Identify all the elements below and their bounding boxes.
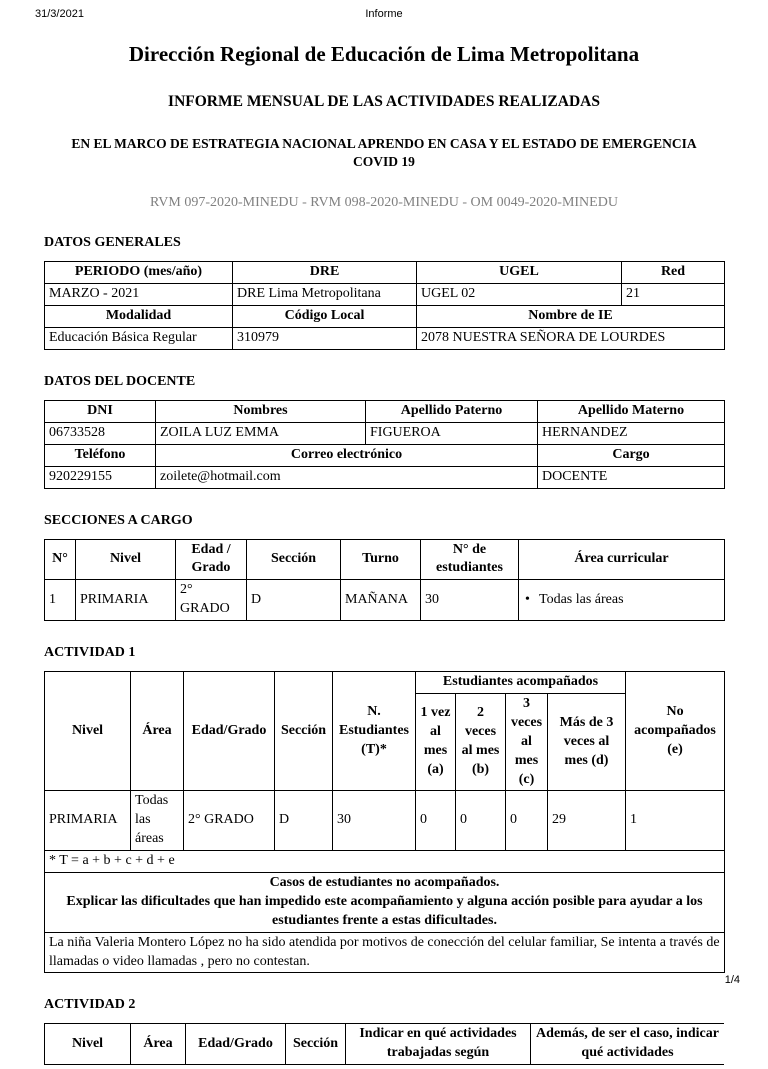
table-header-cell: Sección bbox=[275, 672, 333, 791]
document-subtitle-covid: EN EL MARCO DE ESTRATEGIA NACIONAL APRENDO EN CASA Y EL ESTADO DE EMERGENCIA COVID 19 bbox=[71, 136, 697, 170]
cases-header-cell bbox=[45, 873, 725, 933]
table-header-cell: Nombre de IE bbox=[417, 306, 725, 328]
document-subtitle: INFORME MENSUAL DE LAS ACTIVIDADES REALIZADAS bbox=[168, 93, 600, 110]
table-row bbox=[45, 1024, 725, 1065]
table-row bbox=[45, 580, 725, 621]
section-title-datos-generales: DATOS GENERALES bbox=[44, 235, 181, 251]
datos-generales-table bbox=[44, 261, 725, 350]
table-cell-apellido-materno: HERNANDEZ bbox=[538, 422, 725, 444]
table-row bbox=[45, 306, 725, 328]
print-date: 31/3/2021 bbox=[35, 8, 84, 20]
table-header-cell: Indicar en qué actividades trabajadas según bbox=[346, 1024, 531, 1065]
actividad-2-table bbox=[44, 1023, 724, 1065]
table-header-cell: Teléfono bbox=[45, 444, 156, 466]
table-header-cell: N. Estudiantes (T)* bbox=[333, 672, 416, 791]
table-header-cell: Área curricular bbox=[519, 539, 725, 580]
table-cell-correo: zoilete@hotmail.com bbox=[156, 466, 538, 488]
table-cell-turno: MAÑANA bbox=[341, 580, 421, 621]
datos-docente-table bbox=[44, 400, 725, 489]
table-header-cell: Además, de ser el caso, indicar qué actividades bbox=[531, 1024, 725, 1065]
table-header-cell: N° bbox=[45, 539, 76, 580]
bullet-list-item: • Todas las áreas bbox=[523, 591, 720, 610]
cases-subtitle: Explicar las dificultades que han impedido este acompañamiento y alguna acción posible para ayudar a los estudiantes frente a estas dificultades. bbox=[66, 893, 703, 928]
table-cell-codigo-local: 310979 bbox=[233, 328, 417, 350]
table-cell-nombre-ie: 2078 NUESTRA SEÑORA DE LOURDES bbox=[417, 328, 725, 350]
table-row bbox=[45, 932, 725, 973]
table-cell-dni: 06733528 bbox=[45, 422, 156, 444]
table-header-cell: Nivel bbox=[45, 1024, 131, 1065]
page-title: Dirección Regional de Educación de Lima Metropolitana bbox=[128, 42, 640, 66]
table-header-cell: Área bbox=[131, 672, 184, 791]
table-header-cell: Área bbox=[131, 1024, 186, 1065]
table-row bbox=[45, 262, 725, 284]
table-row bbox=[45, 328, 725, 350]
cases-text-cell: La niña Valeria Montero López no ha sido atendida por motivos de conección del celular familiar, Se intenta a través de llamadas o video llamadas , pero no contestan. bbox=[45, 932, 725, 973]
table-header-cell: Apellido Paterno bbox=[366, 401, 538, 423]
table-row bbox=[45, 284, 725, 306]
table-header-cell: Correo electrónico bbox=[156, 444, 538, 466]
table-cell-b: 0 bbox=[456, 791, 506, 851]
table-cell-nivel: PRIMARIA bbox=[76, 580, 176, 621]
table-row bbox=[45, 851, 725, 873]
table-header-cell: Red bbox=[622, 262, 725, 284]
table-cell-ugel: UGEL 02 bbox=[417, 284, 622, 306]
secciones-table bbox=[44, 539, 725, 622]
table-cell-periodo: MARZO - 2021 bbox=[45, 284, 233, 306]
table-row bbox=[45, 422, 725, 444]
table-cell-d: 29 bbox=[548, 791, 626, 851]
table-cell-c: 0 bbox=[506, 791, 548, 851]
table-header-cell: Edad/Grado bbox=[184, 672, 275, 791]
table-header-cell: Edad/Grado bbox=[186, 1024, 286, 1065]
table-cell-cargo: DOCENTE bbox=[538, 466, 725, 488]
table-row bbox=[45, 539, 725, 580]
table-row bbox=[45, 444, 725, 466]
formula-note-cell: * T = a + b + c + d + e bbox=[45, 851, 725, 873]
table-header-cell: DRE bbox=[233, 262, 417, 284]
actividad-1-table bbox=[44, 671, 725, 973]
table-header-cell: Cargo bbox=[538, 444, 725, 466]
table-cell-nivel: PRIMARIA bbox=[45, 791, 131, 851]
section-title-actividad-1: ACTIVIDAD 1 bbox=[44, 645, 136, 661]
table-cell-num-estudiantes: 30 bbox=[421, 580, 519, 621]
table-cell-red: 21 bbox=[622, 284, 725, 306]
table-group-header-cell: Estudiantes acompañados bbox=[416, 672, 626, 694]
table-row bbox=[45, 466, 725, 488]
table-cell-apellido-paterno: FIGUEROA bbox=[366, 422, 538, 444]
table-subheader-cell: 2 veces al mes (b) bbox=[456, 694, 506, 791]
actividad-2-table-clipped bbox=[44, 1023, 724, 1069]
table-subheader-cell: 1 vez al mes (a) bbox=[416, 694, 456, 791]
table-cell-nombres: ZOILA LUZ EMMA bbox=[156, 422, 366, 444]
print-doc-name: Informe bbox=[365, 8, 403, 20]
table-cell-e: 1 bbox=[626, 791, 725, 851]
table-cell-modalidad: Educación Básica Regular bbox=[45, 328, 233, 350]
table-header-cell: DNI bbox=[45, 401, 156, 423]
table-header-cell: Edad / Grado bbox=[176, 539, 247, 580]
table-header-cell: No acompañados (e) bbox=[626, 672, 725, 791]
reference-line: RVM 097-2020-MINEDU - RVM 098-2020-MINEDU - OM 0049-2020-MINEDU bbox=[150, 195, 618, 211]
table-row bbox=[45, 873, 725, 933]
table-header-cell: Modalidad bbox=[45, 306, 233, 328]
table-header-cell: Nivel bbox=[76, 539, 176, 580]
table-row bbox=[45, 672, 725, 694]
table-header-cell: Código Local bbox=[233, 306, 417, 328]
table-cell-grado: 2° GRADO bbox=[184, 791, 275, 851]
table-cell-total: 30 bbox=[333, 791, 416, 851]
table-cell-seccion: D bbox=[275, 791, 333, 851]
table-cell-numero: 1 bbox=[45, 580, 76, 621]
table-cell-dre: DRE Lima Metropolitana bbox=[233, 284, 417, 306]
table-header-cell: PERIODO (mes/año) bbox=[45, 262, 233, 284]
table-header-cell: Turno bbox=[341, 539, 421, 580]
print-header bbox=[0, 8, 768, 22]
table-header-cell: Sección bbox=[247, 539, 341, 580]
section-title-datos-docente: DATOS DEL DOCENTE bbox=[44, 374, 196, 389]
table-header-cell: Sección bbox=[286, 1024, 346, 1065]
table-cell-grado: 2° GRADO bbox=[176, 580, 247, 621]
page-number: 1/4 bbox=[724, 974, 740, 986]
table-cell-seccion: D bbox=[247, 580, 341, 621]
section-title-actividad-2: ACTIVIDAD 2 bbox=[44, 997, 136, 1013]
table-cell-area-curricular bbox=[519, 580, 725, 621]
table-header-cell: Nivel bbox=[45, 672, 131, 791]
table-row bbox=[45, 791, 725, 851]
table-header-cell: UGEL bbox=[417, 262, 622, 284]
table-subheader-cell: Más de 3 veces al mes (d) bbox=[548, 694, 626, 791]
table-header-cell: Nombres bbox=[156, 401, 366, 423]
table-row bbox=[45, 401, 725, 423]
table-cell-area: Todas las áreas bbox=[131, 791, 184, 851]
cases-title: Casos de estudiantes no acompañados. bbox=[269, 875, 500, 891]
section-title-secciones: SECCIONES A CARGO bbox=[44, 512, 193, 528]
table-header-cell: Apellido Materno bbox=[538, 401, 725, 423]
table-cell-telefono: 920229155 bbox=[45, 466, 156, 488]
table-subheader-cell: 3 veces al mes (c) bbox=[506, 694, 548, 791]
table-header-cell: N° de estudiantes bbox=[421, 539, 519, 580]
table-cell-a: 0 bbox=[416, 791, 456, 851]
